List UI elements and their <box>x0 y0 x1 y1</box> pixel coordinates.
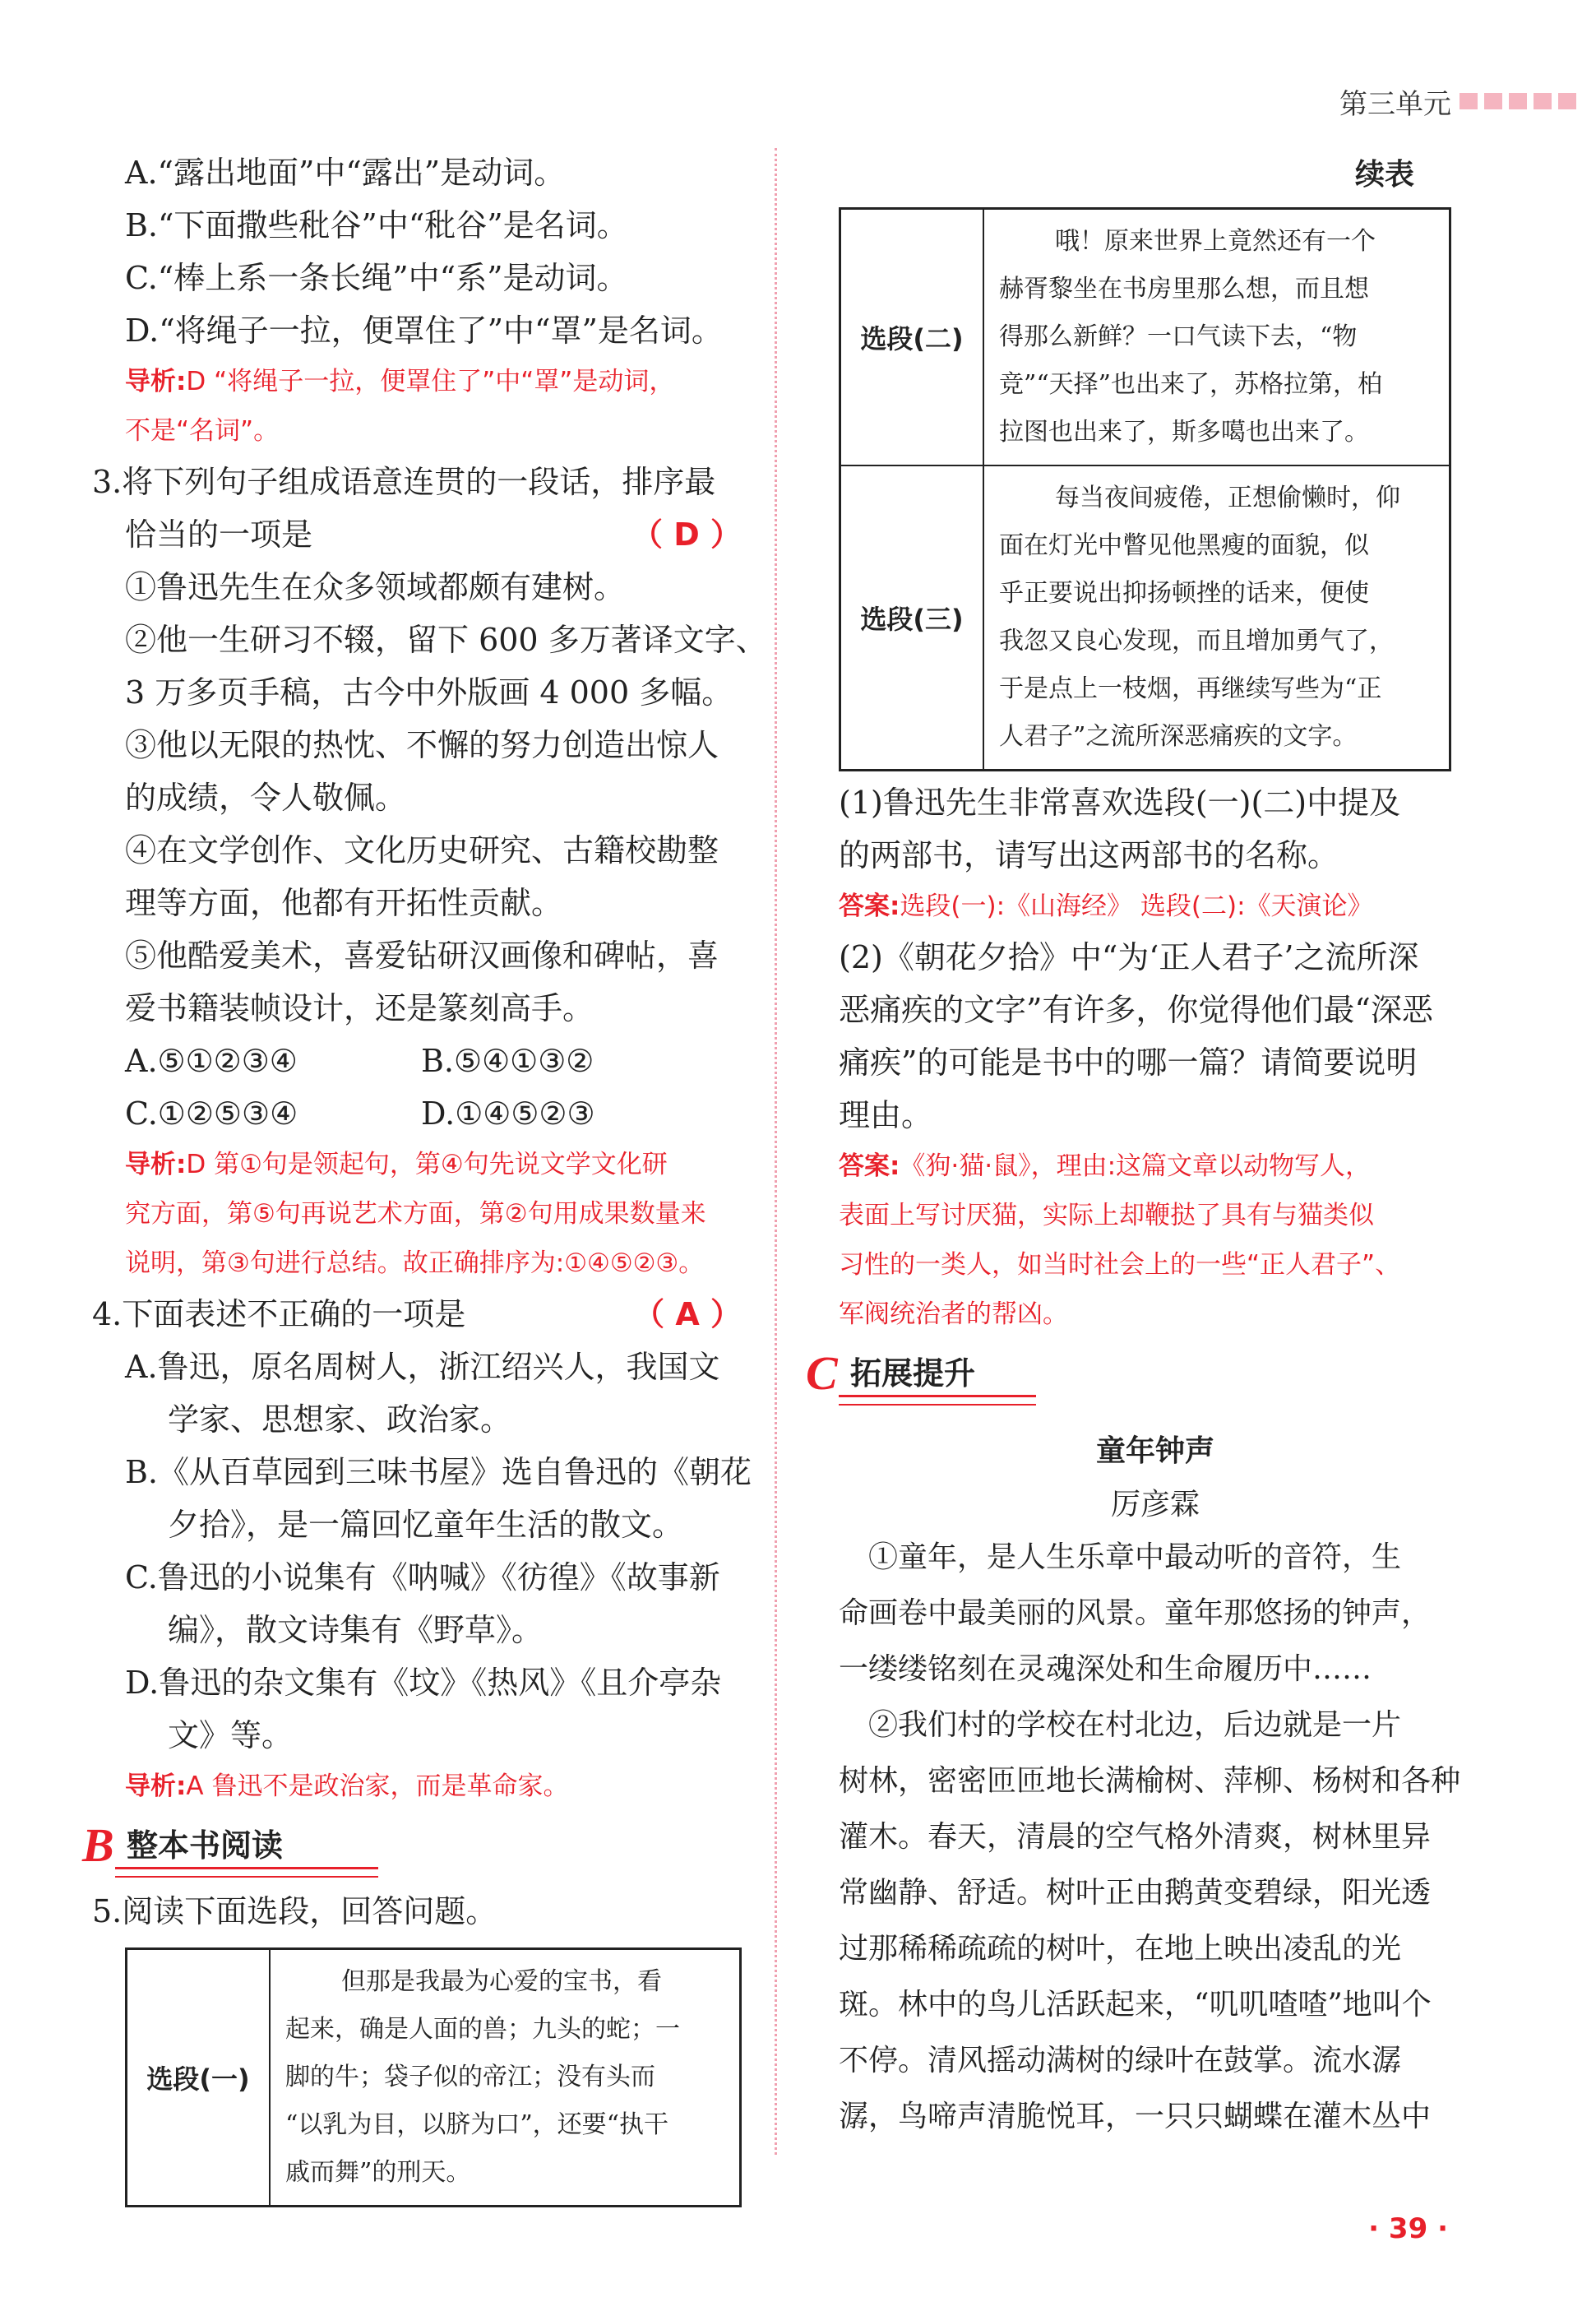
answer-text: 选段(一):《山海经》 选段(二):《天演论》 <box>900 892 1373 921</box>
paragraph-1-line: 一缕缕铭刻在灵魂深处和生命履历中…… <box>839 1652 1372 1686</box>
section-title: 整本书阅读 <box>127 1827 284 1864</box>
option-d: D.①④⑤②③ <box>421 1095 595 1132</box>
column-divider <box>775 148 777 2155</box>
table-text <box>983 465 1450 771</box>
sub-question-1-cont: 的两部书，请写出这两部书的名称。 <box>839 837 1339 873</box>
table-label: 选段(一) <box>127 1949 271 2207</box>
guide-q2 <box>92 357 742 406</box>
q4-option-a: A.鲁迅，原名周树人，浙江绍兴人，我国文 <box>125 1349 720 1385</box>
answer-2-cont2: 习性的一类人，如当时社会上的一些“正人君子”、 <box>839 1250 1401 1280</box>
sentence-2-cont: 3 万多页手稿，古今中外版画 4 000 多幅。 <box>125 674 733 711</box>
essay-title: 童年钟声 <box>1095 1434 1214 1468</box>
section-underline <box>839 1395 1036 1406</box>
question-4-text: 4.下面表述不正确的一项是 <box>92 1296 466 1332</box>
answer-2-cont3: 军阀统治者的帮凶。 <box>839 1299 1068 1329</box>
text-line: 面在灯光中瞥见他黑瘦的面貌，似 <box>999 531 1369 560</box>
continued-table-title: 续表 <box>1354 158 1414 192</box>
table-text <box>983 209 1450 466</box>
sentence-4-cont: 理等方面，他都有开拓性贡献。 <box>125 885 563 921</box>
text-line: 每当夜间疲倦，正想偷懒时，仰 <box>1055 484 1400 512</box>
question-3-line2 <box>92 508 742 561</box>
option-d: D.“将绳子一拉，便罩住了”中“罩”是名词。 <box>125 313 723 349</box>
paragraph-2-line: 不停。清风摇动满树的绿叶在鼓掌。流水潺 <box>839 2044 1402 2077</box>
guide-q3-cont2: 说明，第③句进行总结。故正确排序为:①④⑤②③。 <box>125 1248 705 1278</box>
guide-text: D 第①句是领起句，第④句先说文学文化研 <box>186 1150 668 1179</box>
options-row-1 <box>92 1035 742 1087</box>
section-c-header <box>806 1344 1472 1408</box>
text-line: 人君子”之流所深恶痛疾的文字。 <box>999 722 1358 751</box>
paragraph-2-line: 常幽静、舒适。树叶正由鹅黄变碧绿，阳光透 <box>839 1876 1432 1910</box>
text-line: 乎正要说出抑扬顿挫的话来，便使 <box>999 579 1369 608</box>
sentence-5: ⑤他酷爱美术，喜爱钻研汉画像和碑帖，喜 <box>125 938 719 974</box>
answer-label: 答案: <box>839 892 900 921</box>
question-3: 3.将下列句子组成语意连贯的一段话，排序最 <box>92 464 716 500</box>
q4-option-d: D.鲁迅的杂文集有《坟》《热风》《且介亭杂 <box>125 1665 722 1701</box>
sentence-1: ①鲁迅先生在众多领域都颇有建树。 <box>125 569 626 605</box>
question-4 <box>92 1288 742 1341</box>
option-a: A.⑤①②③④ <box>125 1043 298 1079</box>
page-number: · 39 · <box>1368 2212 1448 2245</box>
guide-q2-cont: 不是“名词”。 <box>125 416 280 446</box>
answer-text: 《狗·猫·鼠》，理由:这篇文章以动物写人， <box>900 1151 1372 1181</box>
text-line: 拉图也出来了，斯多噶也出来了。 <box>999 418 1369 447</box>
option-b: B.“下面撒些秕谷”中“秕谷”是名词。 <box>125 207 628 243</box>
table-label: 选段(三) <box>840 465 984 771</box>
answer-1 <box>839 882 1472 931</box>
paragraph-2-line: 斑。林中的鸟儿活跃起来，“叽叽喳喳”地叫个 <box>839 1988 1432 2022</box>
sentence-5-cont: 爱书籍装帧设计，还是篆刻高手。 <box>125 990 594 1026</box>
section-underline <box>115 1867 378 1878</box>
text-line: “以乳为目，以脐为口”，还要“执干 <box>285 2110 669 2139</box>
table-text <box>270 1949 741 2207</box>
right-column <box>806 146 1472 2145</box>
text-line: 我忽又良心发现，而且增加勇气了， <box>999 627 1394 655</box>
q4-option-b-cont: 夕拾》，是一篇回忆童年生活的散文。 <box>168 1507 684 1543</box>
sub-question-2-cont3: 理由。 <box>839 1097 933 1133</box>
question-5: 5.阅读下面选段，回答问题。 <box>92 1893 497 1929</box>
guide-q3-cont1: 究方面，第⑤句再说艺术方面，第②句用成果数量来 <box>125 1199 706 1229</box>
paragraph-2: ②我们村的学校在村北边，后边就是一片 <box>868 1708 1402 1742</box>
answer-4: （ A ） <box>633 1296 742 1332</box>
left-column <box>82 146 767 2207</box>
text-line: 但那是我最为心爱的宝书，看 <box>341 1967 662 1996</box>
section-b-header <box>82 1816 742 1880</box>
sub-question-2: (2)《朝花夕拾》中“为‘正人君子’之流所深 <box>839 939 1419 975</box>
paragraph-2-line: 过那稀稀疏疏的树叶，在地上映出凌乱的光 <box>839 1932 1402 1966</box>
text-line: 得那么新鲜？一口气读下去，“物 <box>999 322 1358 351</box>
guide-q4 <box>92 1762 742 1811</box>
paragraph-2-line: 潺，鸟啼声清脆悦耳，一只只蝴蝶在灌木丛中 <box>839 2100 1432 2133</box>
q4-option-d-cont: 文》等。 <box>168 1717 294 1753</box>
paragraph-1: ①童年，是人生乐章中最动听的音符，生 <box>868 1540 1402 1574</box>
section-letter: B <box>82 1818 114 1872</box>
sentence-3-cont: 的成绩，令人敬佩。 <box>125 780 407 816</box>
paragraph-1-line: 命画卷中最美丽的风景。童年那悠扬的钟声， <box>839 1596 1432 1630</box>
guide-text: A 鲁迅不是政治家，而是革命家。 <box>186 1771 569 1801</box>
guide-text: D “将绳子一拉，便罩住了”中“罩”是动词， <box>186 367 675 396</box>
sentence-2: ②他一生研习不辍，留下 600 多万著译文字、 <box>125 622 767 658</box>
sub-question-2-cont2: 痛疾”的可能是书中的哪一篇？请简要说明 <box>839 1044 1418 1081</box>
option-b: B.⑤④①③② <box>421 1043 594 1079</box>
passage-table-2 <box>839 207 1451 771</box>
page-header <box>1339 82 1576 120</box>
answer-2-cont1: 表面上写讨厌猫，实际上却鞭挞了具有与猫类似 <box>839 1201 1374 1230</box>
paragraph-2-line: 树林，密密匝匝地长满榆树、萍柳、杨树和各种 <box>839 1764 1461 1798</box>
sub-question-2-cont1: 恶痛疾的文字”有许多，你觉得他们最“深恶 <box>839 992 1433 1028</box>
text-line: 起来，确是人面的兽；九头的蛇；一 <box>285 2015 680 2044</box>
guide-label: 导析: <box>125 1771 187 1801</box>
q4-option-c-cont: 编》，散文诗集有《野草》。 <box>168 1612 544 1648</box>
option-a: A.“露出地面”中“露出”是动词。 <box>125 155 566 191</box>
passage-table-1 <box>125 1947 742 2207</box>
guide-q3 <box>92 1140 742 1189</box>
q4-option-b: B.《从百草园到三味书屋》选自鲁迅的《朝花 <box>125 1454 752 1490</box>
text-line: 戚而舞”的刑天。 <box>285 2158 471 2187</box>
option-c: C.“棒上系一条长绳”中“系”是动词。 <box>125 260 628 296</box>
options-row-2 <box>92 1087 742 1140</box>
q4-option-a-cont: 学家、思想家、政治家。 <box>168 1401 512 1438</box>
sub-question-1: (1)鲁迅先生非常喜欢选段(一)(二)中提及 <box>839 785 1401 821</box>
header-decoration <box>1460 93 1576 109</box>
answer-3: （ D ） <box>631 516 742 553</box>
sentence-4: ④在文学创作、文化历史研究、古籍校勘整 <box>125 832 719 868</box>
text-line: 脚的牛；袋子似的帝江；没有头而 <box>285 2063 655 2091</box>
q4-option-c: C.鲁迅的小说集有《呐喊》《彷徨》《故事新 <box>125 1559 720 1595</box>
sentence-3: ③他以无限的热忱、不懈的努力创造出惊人 <box>125 727 719 763</box>
text-line: 哦！原来世界上竟然还有一个 <box>1055 227 1376 256</box>
paragraph-2-line: 灌木。春天，清晨的空气格外清爽，树林里异 <box>839 1820 1432 1854</box>
answer-2 <box>839 1142 1472 1191</box>
section-letter: C <box>806 1346 838 1400</box>
text-line: 赫胥黎坐在书房里那么想，而且想 <box>999 275 1369 303</box>
text-line: 于是点上一枝烟，再继续写些为“正 <box>999 674 1382 703</box>
section-title: 拓展提升 <box>850 1355 976 1392</box>
question-3-text: 恰当的一项是 <box>125 516 313 553</box>
text-line: 竞”“天择”也出来了，苏格拉第，柏 <box>999 370 1383 399</box>
table-label: 选段(二) <box>840 209 984 466</box>
guide-label: 导析: <box>125 367 187 396</box>
option-c: C.①②⑤③④ <box>125 1095 298 1132</box>
guide-label: 导析: <box>125 1150 187 1179</box>
answer-label: 答案: <box>839 1151 900 1181</box>
essay-author: 厉彦霖 <box>1110 1488 1200 1521</box>
unit-title: 第三单元 <box>1339 87 1451 121</box>
